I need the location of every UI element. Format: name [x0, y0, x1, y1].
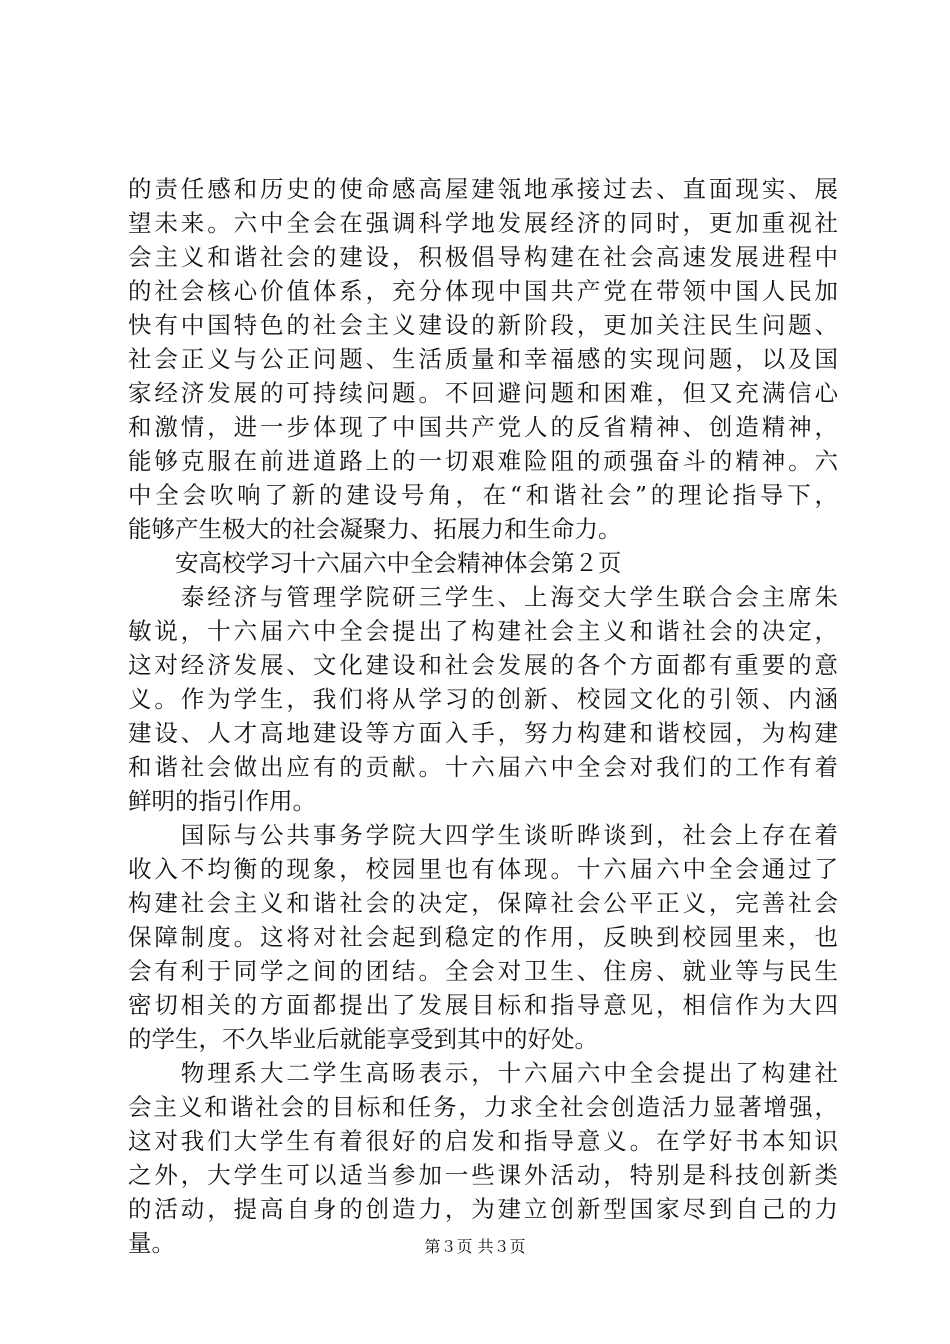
text-line: 会主义和谐社会的目标和任务，力求全社会创造活力显著增强，: [128, 1093, 838, 1121]
text-line: 中全会吹响了新的建设号角，在“和谐社会”的理论指导下，: [128, 481, 838, 509]
text-line: 的活动，提高自身的创造力，为建立创新型国家尽到自己的力: [128, 1195, 838, 1223]
page-footer: 第３页 共３页: [424, 1237, 526, 1256]
text-line: 义。作为学生，我们将从学习的创新、校园文化的引领、内涵: [128, 685, 838, 713]
text-line: 敏说，十六届六中全会提出了构建社会主义和谐社会的决定，: [128, 617, 838, 645]
text-line: 社会正义与公正问题、生活质量和幸福感的实现问题，以及国: [128, 345, 838, 373]
text-line: 物理系大二学生高旸表示，十六届六中全会提出了构建社: [128, 1059, 838, 1087]
text-line: 会有利于同学之间的团结。全会对卫生、住房、就业等与民生: [128, 957, 838, 985]
text-line: 这对我们大学生有着很好的启发和指导意义。在学好书本知识: [128, 1127, 838, 1155]
text-line: 的学生，不久毕业后就能享受到其中的好处。: [128, 1025, 598, 1053]
text-line: 收入不均衡的现象，校园里也有体现。十六届六中全会通过了: [128, 855, 838, 883]
document-body: [128, 172, 838, 1260]
text-line: 鲜明的指引作用。: [128, 787, 316, 815]
text-line: 保障制度。这将对社会起到稳定的作用，反映到校园里来，也: [128, 923, 838, 951]
text-line: 泰经济与管理学院研三学生、上海交大学生联合会主席朱: [128, 583, 838, 611]
text-line: 会主义和谐社会的建设，积极倡导构建在社会高速发展进程中: [128, 243, 838, 271]
text-line: 能够克服在前进道路上的一切艰难险阻的顽强奋斗的精神。六: [128, 447, 838, 475]
text-line: 望未来。六中全会在强调科学地发展经济的同时，更加重视社: [128, 209, 838, 237]
text-line: 密切相关的方面都提出了发展目标和指导意见，相信作为大四: [128, 991, 838, 1019]
text-line: 之外，大学生可以适当参加一些课外活动，特别是科技创新类: [128, 1161, 838, 1189]
text-line: 能够产生极大的社会凝聚力、拓展力和生命力。: [128, 515, 622, 543]
text-line: 快有中国特色的社会主义建设的新阶段，更加关注民生问题、: [128, 311, 838, 339]
text-line: 建设、人才高地建设等方面入手，努力构建和谐校园，为构建: [128, 719, 838, 747]
text-line: 的责任感和历史的使命感高屋建瓴地承接过去、直面现实、展: [128, 175, 838, 203]
text-line: 这对经济发展、文化建设和社会发展的各个方面都有重要的意: [128, 651, 838, 679]
text-line: 安高校学习十六届六中全会精神体会第２页: [128, 549, 622, 577]
text-line: 和谐社会做出应有的贡献。十六届六中全会对我们的工作有着: [128, 753, 838, 781]
text-line: 和激情，进一步体现了中国共产党人的反省精神、创造精神，: [128, 413, 838, 441]
text-line: 量。: [128, 1229, 175, 1257]
text-line: 国际与公共事务学院大四学生谈昕晔谈到，社会上存在着: [128, 821, 838, 849]
text-line: 家经济发展的可持续问题。不回避问题和困难，但又充满信心: [128, 379, 838, 407]
text-line: 的社会核心价值体系，充分体现中国共产党在带领中国人民加: [128, 277, 838, 305]
text-line: 构建社会主义和谐社会的决定，保障社会公平正义，完善社会: [128, 889, 838, 917]
